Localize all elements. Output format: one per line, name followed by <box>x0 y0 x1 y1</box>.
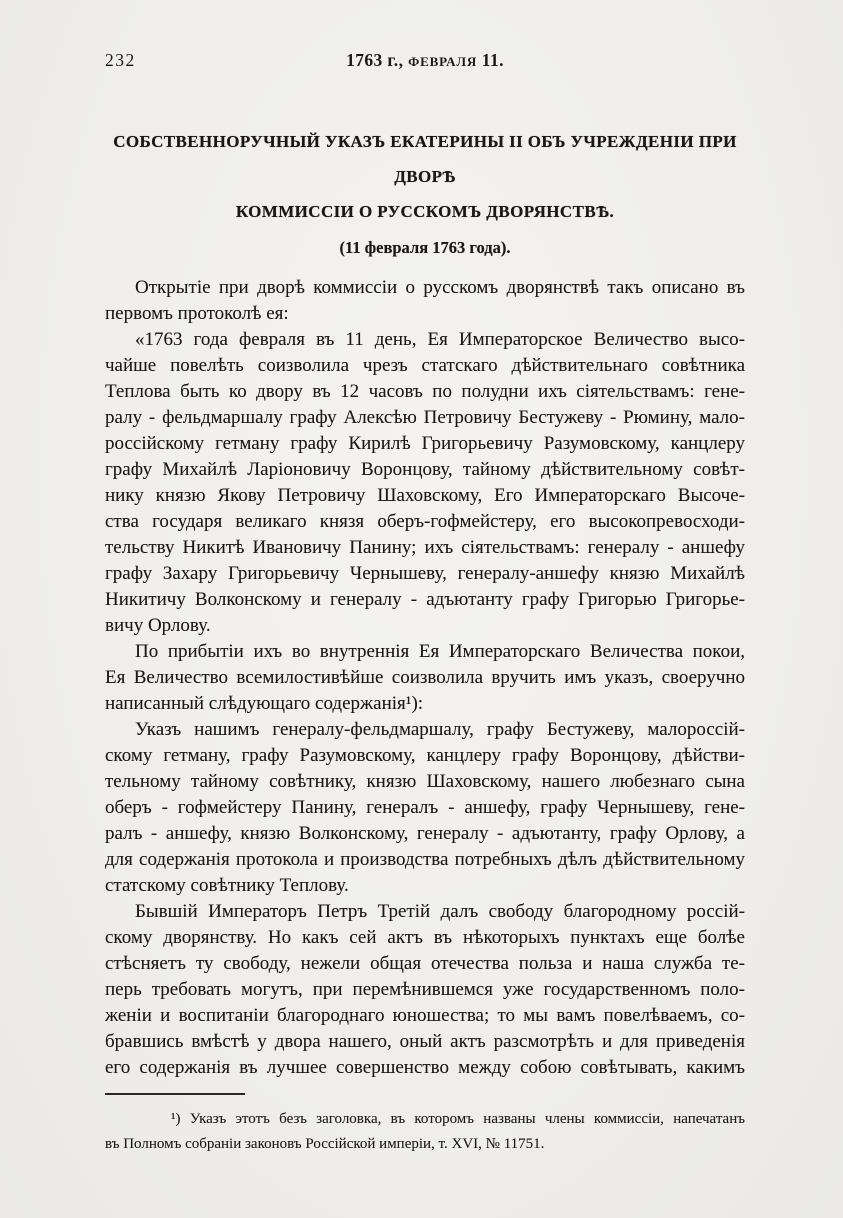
text-line: женіи и воспитаніи благороднаго юношества; то мы вамъ повелѣваемъ, со- <box>105 1005 745 1026</box>
text-line: Ея Величество всемилостивѣйше соизволила вручить имъ указъ, своеручно <box>105 667 745 688</box>
text-line: Бывшій Императоръ Петръ Третій далъ свободу благородному россій- <box>135 901 745 922</box>
text-line: нику князю Якову Петровичу Шаховскому, Его Императорскаго Высоче- <box>105 485 745 506</box>
text-line: ¹) Указъ этотъ безъ заголовка, въ которомъ названы члены коммиссіи, напечатанъ <box>171 1111 745 1127</box>
text-line: Никитичу Волконскому и генералу - адъютанту графу Григорью Григорье- <box>105 589 745 610</box>
document-body <box>105 275 745 1081</box>
title-line: КОММИССІИ О РУССКОМЪ ДВОРЯНСТВѢ. <box>235 202 615 221</box>
text-line: скому дворянству. Но какъ сей актъ въ нѣкоторыхъ пунктахъ еще болѣе <box>105 927 745 948</box>
text-line: ралъ - аншефу, князю Волконскому, генералу - адъютанту, графу Орлову, а <box>105 823 745 844</box>
paragraph <box>105 639 745 717</box>
running-head <box>105 48 745 72</box>
text-line: для содержанія протокола и производства потребныхъ дѣлъ дѣйствительному <box>105 849 745 870</box>
paragraph <box>105 275 745 327</box>
text-line: тельному тайному совѣтнику, князю Шаховскому, нашего любезнаго сына <box>105 771 745 792</box>
text-line: «1763 года февраля въ 11 день, Ея Императорское Величество высо- <box>135 329 745 350</box>
text-line: написанный слѣдующаго содержанія¹): <box>105 693 424 714</box>
running-title-day: 11. <box>481 50 504 70</box>
title-line: СОБСТВЕННОРУЧНЫЙ УКАЗЪ ЕКАТЕРИНЫ II ОБЪ УЧРЕЖДЕНІИ ПРИ ДВОРѢ <box>113 132 737 186</box>
text-line: ралу - фельдмаршалу графу Алексѣю Петровичу Бестужеву - Рюмину, мало- <box>105 407 745 428</box>
document-date: (11 февраля 1763 года). <box>339 238 511 257</box>
running-title-year: 1763 г., <box>346 50 404 70</box>
text-line: первомъ протоколѣ ея: <box>105 303 289 324</box>
footnote-divider <box>105 1093 245 1095</box>
footnote <box>105 1107 745 1157</box>
text-line: чайше повелѣть соизволила чрезъ статскаго дѣйствительнаго совѣтника <box>105 355 745 376</box>
text-line: Теплова быть ко двору въ 12 часовъ по полудни ихъ сіятельствамъ: гене- <box>105 381 745 402</box>
paragraph <box>105 717 745 899</box>
page-number: 232 <box>105 50 136 70</box>
text-line: вичу Орлову. <box>105 615 211 636</box>
text-line: Указъ нашимъ генералу-фельдмаршалу, графу Бестужеву, малороссій- <box>135 719 745 740</box>
text-line: оберъ - гофмейстеру Панину, генералъ - аншефу, графу Чернышеву, гене- <box>105 797 745 818</box>
text-line: въ Полномъ собраніи законовъ Россійской имперіи, т. XVI, № 11751. <box>105 1136 545 1152</box>
document-title <box>105 124 745 229</box>
text-line: статскому совѣтнику Теплову. <box>105 875 349 896</box>
text-line: тельству Никитѣ Ивановичу Панину; ихъ сіятельствамъ: генералу - аншефу <box>105 537 745 558</box>
text-line: россійскому гетману графу Кирилѣ Григорьевичу Разумовскому, канцлеру <box>105 433 745 454</box>
text-line: ства государя великаго князя оберъ-гофмейстеру, его высокопревосходи- <box>105 511 745 532</box>
paragraph <box>105 327 745 639</box>
running-title-month: ФЕВРАЛЯ <box>408 54 478 69</box>
text-line: графу Захару Григорьевичу Чернышеву, генералу-аншефу князю Михайлѣ <box>105 563 745 584</box>
text-line: его содержанія въ лучшее совершенство между собою совѣтывать, какимъ <box>105 1057 745 1078</box>
text-line: бравшись вмѣстѣ у двора нашего, оный актъ разсмотрѣть и для приведенія <box>105 1031 745 1052</box>
text-line: стѣсняетъ ту свободу, нежели общая отечества польза и наша служба те- <box>105 953 745 974</box>
text-line: перь требовать могутъ, при перемѣнившемся уже государственномъ поло- <box>105 979 745 1000</box>
text-line: скому гетману, графу Разумовскому, канцлеру графу Воронцову, дѣйстви- <box>105 745 745 766</box>
text-line: Открытіе при дворѣ коммиссіи о русскомъ дворянствѣ такъ описано въ <box>135 277 745 298</box>
text-line: графу Михайлѣ Ларіоновичу Воронцову, тайному дѣйствительному совѣт- <box>105 459 745 480</box>
running-title <box>105 48 745 74</box>
paragraph <box>105 899 745 1081</box>
text-line: По прибытіи ихъ во внутреннія Ея Императорскаго Величества покои, <box>135 641 745 662</box>
